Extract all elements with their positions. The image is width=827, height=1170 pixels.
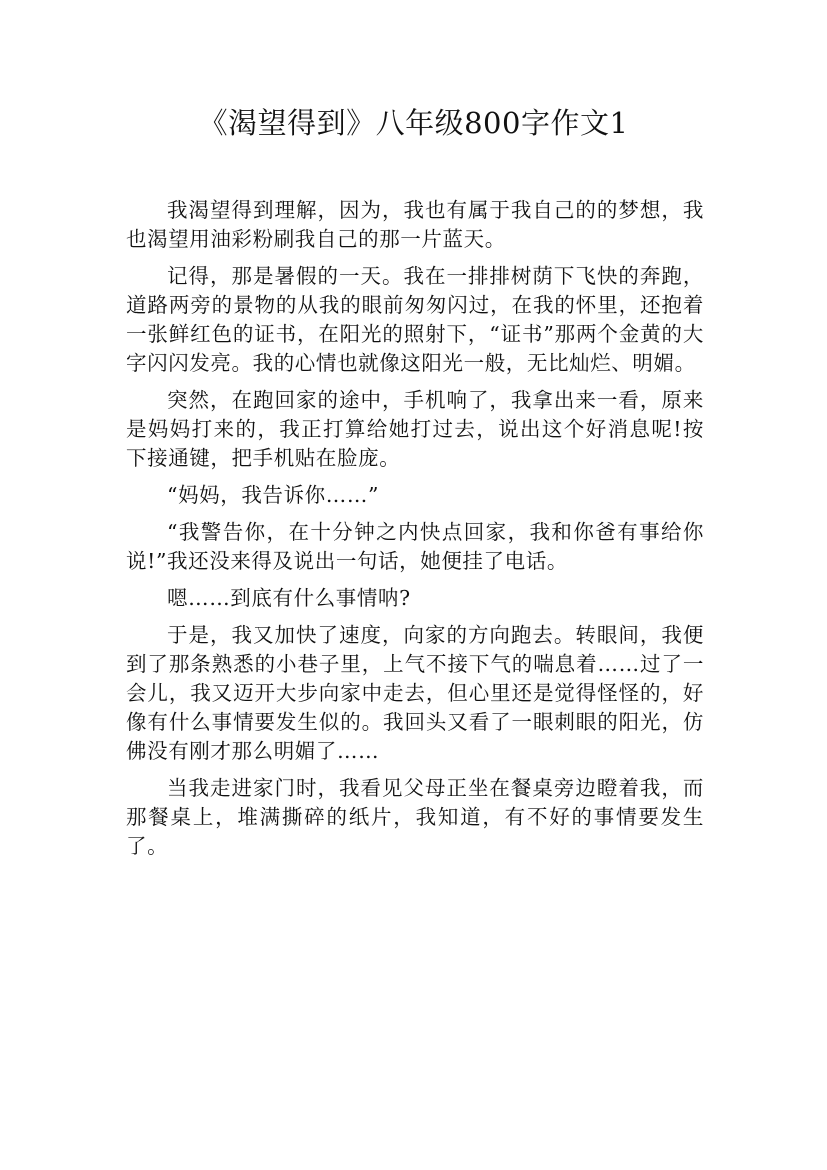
paragraph-2: 记得，那是暑假的一天。我在一排排树荫下飞快的奔跑，道路两旁的景物的从我的眼前匆匆闪过，在我的怀里，还抱着一张鲜红色的证书，在阳光的照射下，“证书”那两个金黄的大字闪闪发亮。我的心情也就像这阳光一般，无比灿烂、明媚。 xyxy=(126,264,704,375)
paragraph-1: 我渴望得到理解，因为，我也有属于我自己的的梦想，我也渴望用油彩粉刷我自己的那一片蓝天。 xyxy=(126,198,704,251)
paragraph-3: 突然，在跑回家的途中，手机响了，我拿出来一看，原来是妈妈打来的，我正打算给她打过去，说出这个好消息呢!按下接通键，把手机贴在脸庞。 xyxy=(126,388,704,470)
document-title: 《渴望得到》八年级800字作文1 xyxy=(198,106,629,140)
paragraph-8: 当我走进家门时，我看见父母正坐在餐桌旁边瞪着我，而那餐桌上，堆满撕碎的纸片，我知道，有不好的事情要发生了。 xyxy=(126,776,704,858)
paragraph-7: 于是，我又加快了速度，向家的方向跑去。转眼间，我便到了那条熟悉的小巷子里，上气不接下气的喘息着……过了一会儿，我又迈开大步向家中走去，但心里还是觉得怪怪的，好像有什么事情要发生似的。我回头又看了一眼刺眼的阳光，仿佛没有刚才那么明媚了…… xyxy=(126,623,704,763)
paragraph-4: “妈妈，我告诉你……” xyxy=(167,483,380,507)
paragraph-6: 嗯……到底有什么事情呐? xyxy=(167,586,411,610)
paragraph-5: “我警告你，在十分钟之内快点回家，我和你爸有事给你说!”我还没来得及说出一句话，她便挂了电话。 xyxy=(126,520,704,573)
document-body xyxy=(126,196,704,869)
